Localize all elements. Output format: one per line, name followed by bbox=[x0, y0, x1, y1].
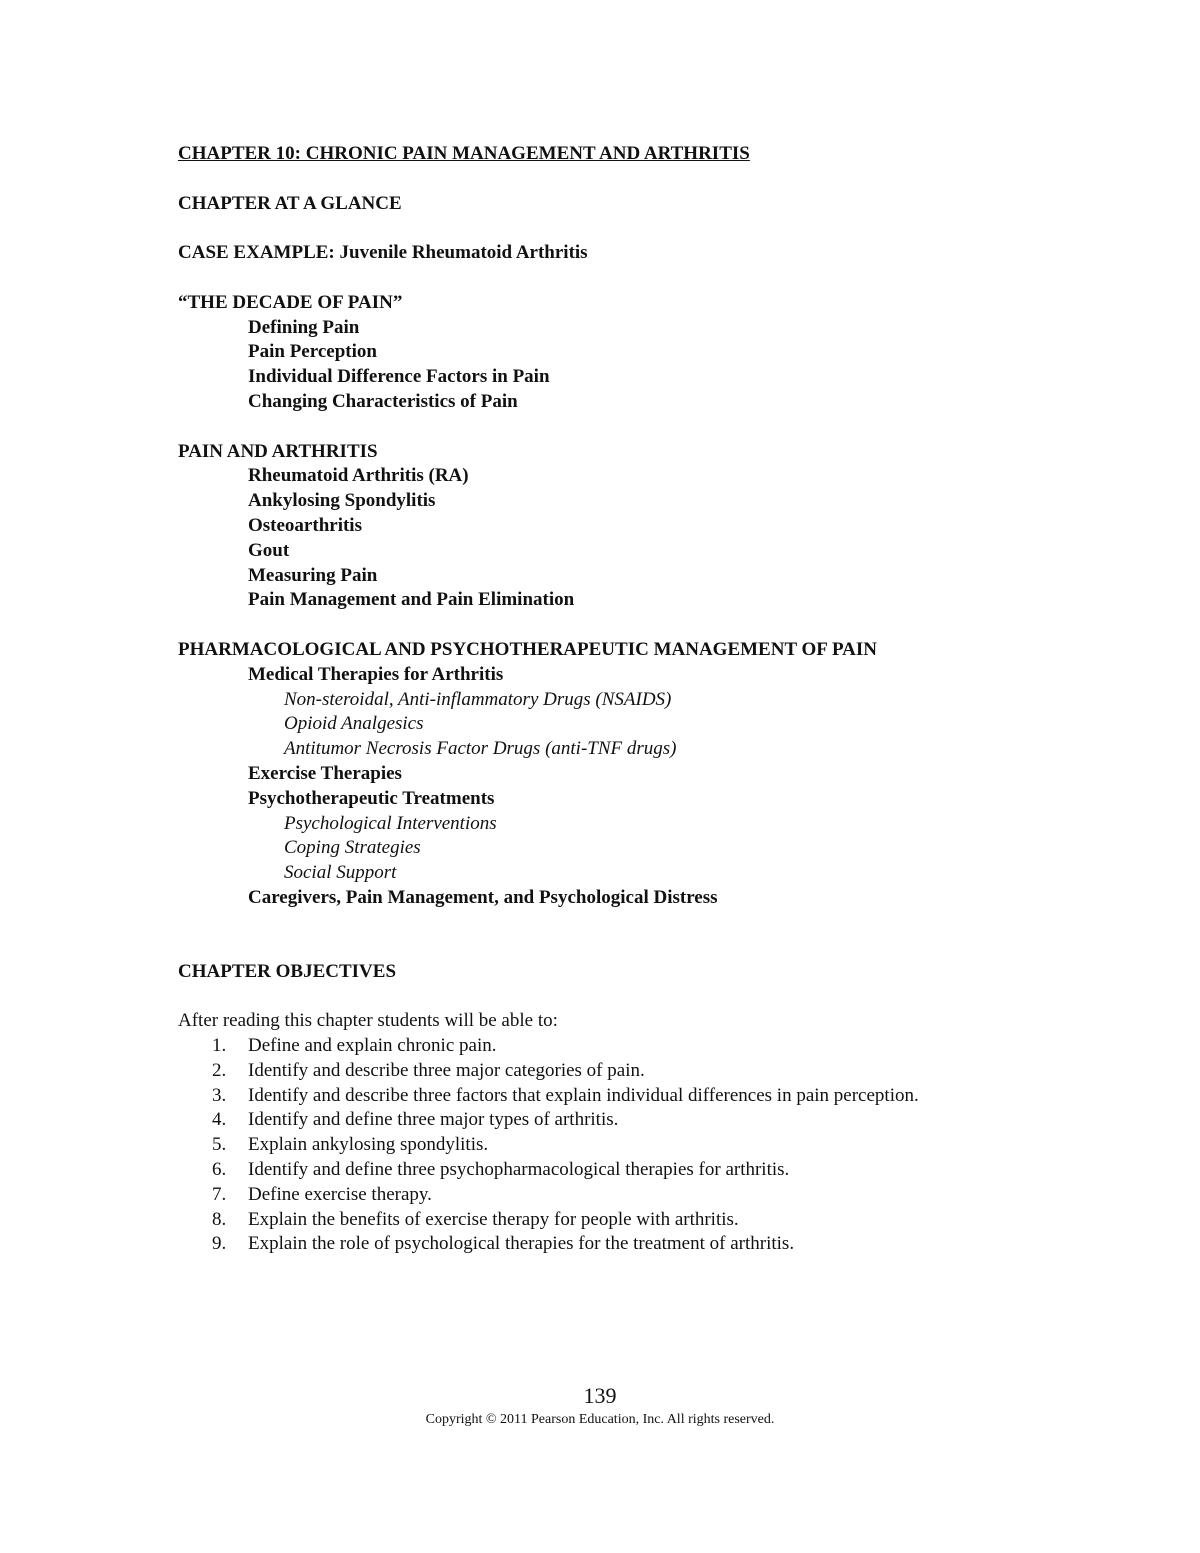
objective-text: Identify and describe three major categories of pain. bbox=[248, 1059, 645, 1081]
objective-item bbox=[178, 1034, 1078, 1059]
objective-number: 3. bbox=[212, 1084, 227, 1106]
objective-item bbox=[178, 1084, 1078, 1109]
objectives-intro: After reading this chapter students will be able to: bbox=[178, 1010, 558, 1032]
subtopic-item: Social Support bbox=[284, 862, 397, 884]
objective-item bbox=[178, 1208, 1078, 1233]
topic-item: Pain Perception bbox=[248, 341, 377, 363]
objective-item bbox=[178, 1059, 1078, 1084]
objective-number: 2. bbox=[212, 1059, 227, 1081]
topic-item: Gout bbox=[248, 539, 290, 561]
topic-item: Medical Therapies for Arthritis bbox=[248, 663, 504, 685]
copyright-notice: Copyright © 2011 Pearson Education, Inc. All rights reserved. bbox=[425, 1412, 775, 1427]
objectives-heading: CHAPTER OBJECTIVES bbox=[178, 960, 397, 982]
spacer bbox=[178, 216, 1078, 241]
section-heading: PAIN AND ARTHRITIS bbox=[178, 440, 378, 462]
objective-number: 5. bbox=[212, 1134, 227, 1156]
topic-item: Rheumatoid Arthritis (RA) bbox=[248, 465, 469, 487]
subtopic-item: Non-steroidal, Anti-inflammatory Drugs (NSAIDS) bbox=[284, 688, 672, 710]
case-example bbox=[178, 241, 1078, 266]
spacer bbox=[178, 613, 1078, 638]
topic-item: Measuring Pain bbox=[248, 564, 378, 586]
objective-item bbox=[178, 1183, 1078, 1208]
topic-item: Ankylosing Spondylitis bbox=[248, 490, 436, 512]
section-heading: PHARMACOLOGICAL AND PSYCHOTHERAPEUTIC MANAGEMENT OF PAIN bbox=[178, 638, 877, 660]
topic-item: Pain Management and Pain Elimination bbox=[248, 589, 575, 611]
objectives-list bbox=[178, 1034, 1078, 1257]
objective-text: Define exercise therapy. bbox=[248, 1183, 432, 1205]
spacer bbox=[178, 415, 1078, 440]
topic-item: Individual Difference Factors in Pain bbox=[248, 366, 550, 388]
objective-text: Identify and define three major types of arthritis. bbox=[248, 1109, 619, 1131]
case-example-title: Juvenile Rheumatoid Arthritis bbox=[339, 242, 588, 264]
topic-item: Osteoarthritis bbox=[248, 514, 362, 536]
subtopic-item: Antitumor Necrosis Factor Drugs (anti-TNF drugs) bbox=[284, 738, 677, 760]
objective-text: Identify and describe three factors that explain individual differences in pain perception. bbox=[248, 1084, 919, 1106]
case-example-label: CASE EXAMPLE: bbox=[178, 242, 340, 264]
topic-item: Changing Characteristics of Pain bbox=[248, 390, 518, 412]
objective-number: 8. bbox=[212, 1208, 227, 1230]
objective-text: Define and explain chronic pain. bbox=[248, 1035, 497, 1057]
chapter-title: CHAPTER 10: CHRONIC PAIN MANAGEMENT AND ARTHRITIS bbox=[178, 143, 750, 164]
objective-number: 1. bbox=[212, 1035, 227, 1057]
subtopic-item: Opioid Analgesics bbox=[284, 713, 424, 735]
objective-number: 7. bbox=[212, 1183, 227, 1205]
objective-number: 6. bbox=[212, 1159, 227, 1181]
glance-heading: CHAPTER AT A GLANCE bbox=[178, 192, 402, 214]
subtopic-item: Psychological Interventions bbox=[284, 812, 497, 834]
page-number: 139 bbox=[583, 1383, 617, 1408]
objective-text: Explain ankylosing spondylitis. bbox=[248, 1134, 489, 1156]
spacer bbox=[178, 167, 1078, 192]
objective-item bbox=[178, 1158, 1078, 1183]
objective-item bbox=[178, 1108, 1078, 1133]
topic-item: Caregivers, Pain Management, and Psychological Distress bbox=[248, 886, 718, 908]
spacer bbox=[178, 985, 1078, 1010]
topic-item: Exercise Therapies bbox=[248, 762, 402, 784]
objective-text: Identify and define three psychopharmacological therapies for arthritis. bbox=[248, 1159, 790, 1181]
objective-number: 4. bbox=[212, 1109, 227, 1131]
objective-item bbox=[178, 1133, 1078, 1158]
objective-item bbox=[178, 1232, 1078, 1257]
subtopic-item: Coping Strategies bbox=[284, 837, 421, 859]
objective-text: Explain the benefits of exercise therapy for people with arthritis. bbox=[248, 1208, 739, 1230]
topic-item: Psychotherapeutic Treatments bbox=[248, 787, 495, 809]
page-content bbox=[178, 142, 1078, 1257]
spacer bbox=[178, 266, 1078, 291]
section-heading: “THE DECADE OF PAIN” bbox=[178, 291, 403, 313]
objective-number: 9. bbox=[212, 1233, 227, 1255]
objective-text: Explain the role of psychological therapies for the treatment of arthritis. bbox=[248, 1233, 795, 1255]
topic-item: Defining Pain bbox=[248, 316, 360, 338]
